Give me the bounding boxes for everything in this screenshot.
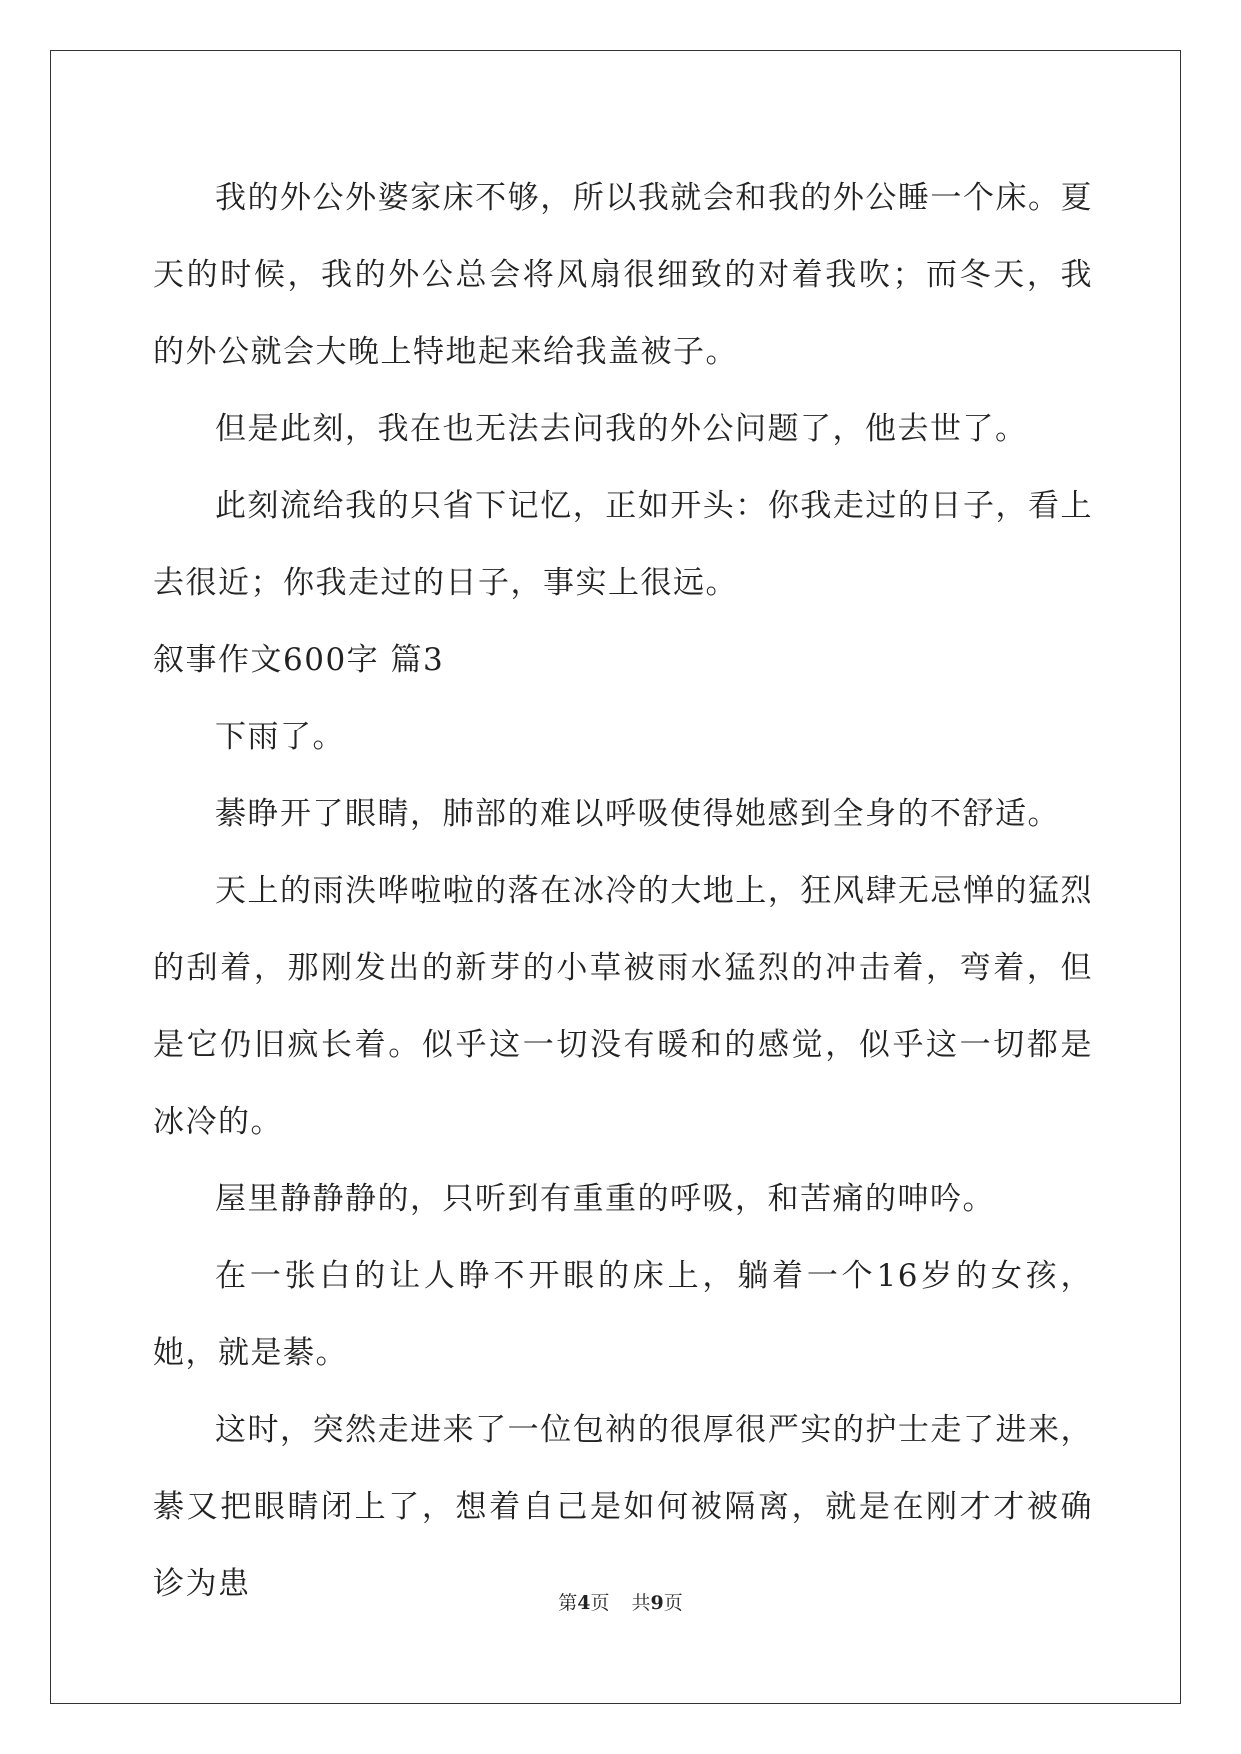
paragraph: 屋里静静静的，只听到有重重的呼吸，和苦痛的呻吟。 <box>215 1181 995 1217</box>
paragraph: 这时，突然走进来了一位包衲的很厚很严实的护士走了进来，綦又把眼睛闭上了，想着自己是如何被隔离，就是在刚才才被确诊为患 <box>153 1412 1093 1602</box>
section-heading: 叙事作文600字 篇3 <box>153 642 445 678</box>
paragraph: 天上的雨泆哗啦啦的落在冰冷的大地上，狂风肆无忌惮的猛烈的刮着，那刚发出的新芽的小草被雨水猛烈的冲击着，弯着，但是它仍旧疯长着。似乎这一切没有暖和的感觉，似乎这一切都是冰冷的。 <box>153 873 1093 1140</box>
paragraph: 綦睁开了眼睛，肺部的难以呼吸使得她感到全身的不舒适。 <box>215 796 1060 832</box>
footer-page-number: 4 <box>577 1592 591 1614</box>
paragraph: 但是此刻，我在也无法去问我的外公问题了，他去世了。 <box>215 411 1028 447</box>
paragraph: 我的外公外婆家床不够，所以我就会和我的外公睡一个床。夏天的时候，我的外公总会将风扇很细致的对着我吹；而冬天，我的外公就会大晚上特地起来给我盖被子。 <box>153 180 1093 370</box>
footer-total-suffix: 页 <box>663 1592 683 1614</box>
footer-prefix: 第 <box>558 1592 578 1614</box>
footer-total-pages: 9 <box>650 1592 664 1614</box>
paragraph: 在一张白的让人睁不开眼的床上，躺着一个16岁的女孩，她，就是綦。 <box>153 1258 1093 1371</box>
paragraph: 此刻流给我的只省下记忆，正如开头：你我走过的日子，看上去很近；你我走过的日子，事实上很远。 <box>153 488 1093 601</box>
document-body <box>153 160 1093 1623</box>
page-footer <box>0 1588 1241 1615</box>
footer-total-prefix: 共 <box>631 1592 651 1614</box>
paragraph: 下雨了。 <box>215 719 345 755</box>
footer-page-suffix: 页 <box>590 1592 610 1614</box>
